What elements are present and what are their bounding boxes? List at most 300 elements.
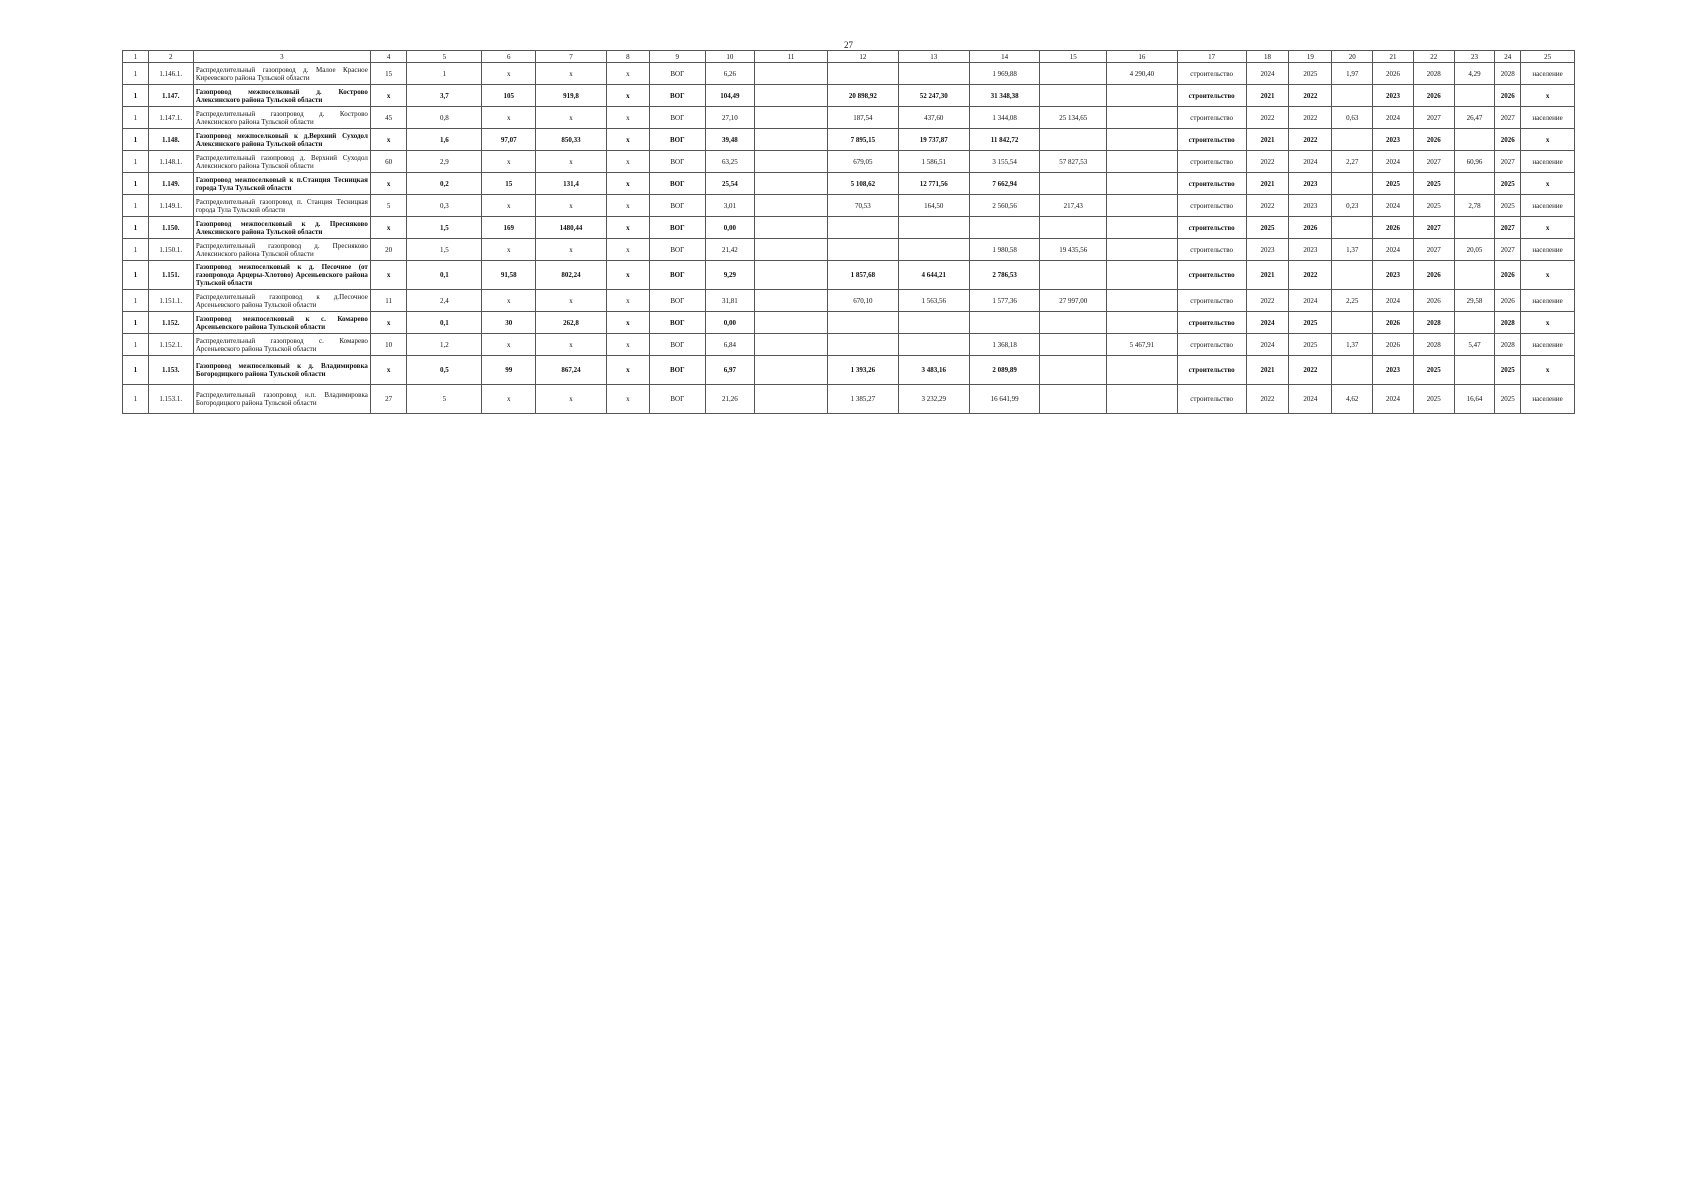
table-cell: 2021 xyxy=(1246,129,1289,151)
table-cell: 2024 xyxy=(1373,195,1414,217)
table-cell: x xyxy=(482,239,536,261)
table-cell: 1,5 xyxy=(407,217,482,239)
table-cell: 1 368,18 xyxy=(969,334,1040,356)
table-cell xyxy=(755,261,828,290)
table-cell: 2028 xyxy=(1495,63,1521,85)
table-cell: 25,54 xyxy=(705,173,754,195)
table-cell: 2025 xyxy=(1413,173,1454,195)
column-header: 10 xyxy=(705,51,754,63)
table-cell: x xyxy=(606,85,649,107)
table-cell: 2026 xyxy=(1373,334,1414,356)
table-cell: 2025 xyxy=(1246,217,1289,239)
table-cell: 10 xyxy=(370,334,406,356)
table-cell: 867,24 xyxy=(536,356,607,385)
table-cell xyxy=(1454,129,1495,151)
table-cell: 1.150.1. xyxy=(148,239,193,261)
table-cell: население xyxy=(1521,195,1575,217)
object-name-cell: Газопровод межпоселковый к д. Пресняково Алексинского района Тульской области xyxy=(193,217,370,239)
table-cell: 21,42 xyxy=(705,239,754,261)
table-cell: 4,29 xyxy=(1454,63,1495,85)
table-cell xyxy=(1332,356,1373,385)
table-cell: 802,24 xyxy=(536,261,607,290)
table-cell: 3 232,29 xyxy=(898,385,969,414)
table-cell xyxy=(755,151,828,173)
table-cell: x xyxy=(1521,217,1575,239)
table-cell: 2025 xyxy=(1495,173,1521,195)
table-cell: 2023 xyxy=(1373,261,1414,290)
table-cell: 1 xyxy=(123,195,149,217)
table-cell: 2,27 xyxy=(1332,151,1373,173)
table-cell: x xyxy=(370,312,406,334)
table-cell: 2023 xyxy=(1373,129,1414,151)
table-cell: x xyxy=(606,107,649,129)
table-cell: x xyxy=(370,217,406,239)
table-cell: 1,37 xyxy=(1332,239,1373,261)
table-cell: 262,8 xyxy=(536,312,607,334)
table-row xyxy=(123,334,1575,356)
table-cell xyxy=(755,334,828,356)
column-header: 18 xyxy=(1246,51,1289,63)
table-cell: 2023 xyxy=(1246,239,1289,261)
table-cell xyxy=(1040,217,1107,239)
table-cell: 4 290,40 xyxy=(1107,63,1178,85)
table-cell: 2024 xyxy=(1373,385,1414,414)
table-cell: 2025 xyxy=(1413,356,1454,385)
table-cell: 2026 xyxy=(1373,63,1414,85)
table-cell: 1.150. xyxy=(148,217,193,239)
table-cell: 2025 xyxy=(1289,63,1332,85)
table-cell: 0,8 xyxy=(407,107,482,129)
table-cell: x xyxy=(1521,85,1575,107)
table-cell: 2024 xyxy=(1373,151,1414,173)
object-name-cell: Газопровод межпоселковый к д.Верхний Суходол Алексинского района Тульской области xyxy=(193,129,370,151)
table-cell: 1 xyxy=(123,290,149,312)
column-header: 19 xyxy=(1289,51,1332,63)
table-cell: 30 xyxy=(482,312,536,334)
table-cell: x xyxy=(606,195,649,217)
table-cell: 1 xyxy=(123,217,149,239)
table-cell: строительство xyxy=(1177,261,1246,290)
table-cell: 5 xyxy=(370,195,406,217)
table-cell: x xyxy=(606,173,649,195)
table-cell: 27 997,00 xyxy=(1040,290,1107,312)
table-cell: 2023 xyxy=(1373,85,1414,107)
table-cell: 2026 xyxy=(1413,129,1454,151)
column-header: 14 xyxy=(969,51,1040,63)
column-header: 11 xyxy=(755,51,828,63)
table-cell: x xyxy=(1521,312,1575,334)
table-cell: 2028 xyxy=(1413,63,1454,85)
table-cell: x xyxy=(370,261,406,290)
table-cell: x xyxy=(482,385,536,414)
table-row xyxy=(123,63,1575,85)
table-cell: 27 xyxy=(370,385,406,414)
table-cell: 2022 xyxy=(1246,107,1289,129)
table-cell: 31,81 xyxy=(705,290,754,312)
table-cell: ВОГ xyxy=(649,63,705,85)
column-header: 2 xyxy=(148,51,193,63)
table-cell: 2,78 xyxy=(1454,195,1495,217)
table-cell xyxy=(898,334,969,356)
table-cell xyxy=(1040,385,1107,414)
table-cell: 11 842,72 xyxy=(969,129,1040,151)
table-cell: 2022 xyxy=(1289,129,1332,151)
table-cell: 1 393,26 xyxy=(828,356,899,385)
table-cell xyxy=(969,217,1040,239)
table-cell: 2027 xyxy=(1495,151,1521,173)
table-cell: x xyxy=(536,385,607,414)
table-cell: 1 xyxy=(123,173,149,195)
table-cell xyxy=(1107,151,1178,173)
table-cell xyxy=(1107,385,1178,414)
table-cell: 7 895,15 xyxy=(828,129,899,151)
column-header: 16 xyxy=(1107,51,1178,63)
table-cell: 1 385,27 xyxy=(828,385,899,414)
table-cell: 670,10 xyxy=(828,290,899,312)
table-cell: 6,97 xyxy=(705,356,754,385)
table-cell: 0,1 xyxy=(407,261,482,290)
table-cell xyxy=(1040,129,1107,151)
table-cell: ВОГ xyxy=(649,107,705,129)
table-cell: 2024 xyxy=(1289,385,1332,414)
table-cell: 3,7 xyxy=(407,85,482,107)
table-cell: 0,3 xyxy=(407,195,482,217)
table-cell: строительство xyxy=(1177,312,1246,334)
table-cell: x xyxy=(536,334,607,356)
table-cell xyxy=(828,63,899,85)
table-cell xyxy=(828,239,899,261)
table-cell: 1.148. xyxy=(148,129,193,151)
table-cell: население xyxy=(1521,239,1575,261)
table-cell: население xyxy=(1521,334,1575,356)
object-name-cell: Распределительный газопровод д. Верхний Суходол Алексинского района Тульской области xyxy=(193,151,370,173)
table-cell: 39,48 xyxy=(705,129,754,151)
table-row xyxy=(123,85,1575,107)
column-header: 17 xyxy=(1177,51,1246,63)
table-cell: 0,5 xyxy=(407,356,482,385)
table-cell: 5,47 xyxy=(1454,334,1495,356)
table-cell: строительство xyxy=(1177,85,1246,107)
table-cell xyxy=(1107,129,1178,151)
table-cell: 2026 xyxy=(1495,85,1521,107)
table-cell: 2026 xyxy=(1289,217,1332,239)
object-name-cell: Газопровод межпоселковый к с. Комарево Арсеньевского района Тульской области xyxy=(193,312,370,334)
table-cell: 2026 xyxy=(1373,217,1414,239)
column-header: 22 xyxy=(1413,51,1454,63)
table-cell: 105 xyxy=(482,85,536,107)
table-cell: 1.147.1. xyxy=(148,107,193,129)
table-cell xyxy=(755,239,828,261)
table-cell: 2022 xyxy=(1246,290,1289,312)
table-cell: 1.147. xyxy=(148,85,193,107)
table-cell: 0,23 xyxy=(1332,195,1373,217)
table-cell: 1.152.1. xyxy=(148,334,193,356)
table-cell: 6,84 xyxy=(705,334,754,356)
table-cell: 0,00 xyxy=(705,217,754,239)
table-cell: 19 435,56 xyxy=(1040,239,1107,261)
table-cell: 0,00 xyxy=(705,312,754,334)
table-cell: 2,4 xyxy=(407,290,482,312)
table-cell: 1,37 xyxy=(1332,334,1373,356)
table-row xyxy=(123,290,1575,312)
object-name-cell: Распределительный газопровод д. Пресняково Алексинского района Тульской области xyxy=(193,239,370,261)
table-cell xyxy=(1107,107,1178,129)
table-cell: 0,1 xyxy=(407,312,482,334)
table-row xyxy=(123,195,1575,217)
table-cell: строительство xyxy=(1177,356,1246,385)
table-cell xyxy=(898,63,969,85)
table-cell: 5 467,91 xyxy=(1107,334,1178,356)
column-header: 9 xyxy=(649,51,705,63)
table-cell: 31 348,38 xyxy=(969,85,1040,107)
table-cell xyxy=(828,217,899,239)
column-header: 7 xyxy=(536,51,607,63)
table-cell: 1480,44 xyxy=(536,217,607,239)
table-row xyxy=(123,261,1575,290)
table-cell: x xyxy=(536,151,607,173)
table-cell: 4,62 xyxy=(1332,385,1373,414)
table-cell: x xyxy=(536,290,607,312)
table-cell: 1 577,36 xyxy=(969,290,1040,312)
table-cell: строительство xyxy=(1177,290,1246,312)
table-cell xyxy=(755,356,828,385)
table-cell: строительство xyxy=(1177,173,1246,195)
table-cell: 2022 xyxy=(1246,385,1289,414)
table-cell: x xyxy=(606,334,649,356)
table-cell: 3 155,54 xyxy=(969,151,1040,173)
table-cell xyxy=(828,334,899,356)
table-cell: 70,53 xyxy=(828,195,899,217)
table-cell: x xyxy=(606,217,649,239)
table-cell xyxy=(1332,129,1373,151)
table-cell: 6,26 xyxy=(705,63,754,85)
table-cell: 1,6 xyxy=(407,129,482,151)
table-row xyxy=(123,217,1575,239)
object-name-cell: Распределительный газопровод п. Станция Тесницкая города Тула Тульской области xyxy=(193,195,370,217)
table-cell: 1 xyxy=(123,151,149,173)
table-cell: 2027 xyxy=(1413,217,1454,239)
table-cell xyxy=(755,85,828,107)
table-row xyxy=(123,356,1575,385)
table-row xyxy=(123,107,1575,129)
table-cell: x xyxy=(606,290,649,312)
table-cell xyxy=(755,63,828,85)
table-cell xyxy=(755,107,828,129)
table-cell: 1 586,51 xyxy=(898,151,969,173)
table-row xyxy=(123,385,1575,414)
table-cell: x xyxy=(606,63,649,85)
column-header: 25 xyxy=(1521,51,1575,63)
object-name-cell: Газопровод межпоселковый к п.Станция Тесницкая города Тула Тульской области xyxy=(193,173,370,195)
table-cell: 2028 xyxy=(1495,334,1521,356)
table-cell: 104,49 xyxy=(705,85,754,107)
table-cell: 1 563,56 xyxy=(898,290,969,312)
table-cell: 2024 xyxy=(1373,290,1414,312)
table-cell: 60 xyxy=(370,151,406,173)
table-cell: x xyxy=(370,173,406,195)
table-cell: 97,07 xyxy=(482,129,536,151)
table-cell xyxy=(1107,261,1178,290)
table-cell xyxy=(1454,356,1495,385)
table-cell: 16 641,99 xyxy=(969,385,1040,414)
table-cell: 2025 xyxy=(1495,385,1521,414)
table-cell: 1 xyxy=(123,63,149,85)
table-cell: 25 134,65 xyxy=(1040,107,1107,129)
table-cell: x xyxy=(1521,356,1575,385)
table-cell: 27,10 xyxy=(705,107,754,129)
table-cell: 2022 xyxy=(1246,151,1289,173)
table-cell: 20,05 xyxy=(1454,239,1495,261)
column-header: 12 xyxy=(828,51,899,63)
table-cell: 1 xyxy=(123,334,149,356)
table-cell: 1.152. xyxy=(148,312,193,334)
table-cell: 2026 xyxy=(1413,290,1454,312)
table-cell: 2025 xyxy=(1289,334,1332,356)
table-cell: 2024 xyxy=(1246,63,1289,85)
table-cell: x xyxy=(370,85,406,107)
table-cell: 3 483,16 xyxy=(898,356,969,385)
table-cell: x xyxy=(606,356,649,385)
table-cell: 131,4 xyxy=(536,173,607,195)
table-cell xyxy=(828,312,899,334)
table-cell xyxy=(1454,217,1495,239)
table-cell xyxy=(1332,173,1373,195)
object-name-cell: Газопровод межпоселковый к д. Песочное (от газопровода Арцеры-Хлотово) Арсеньевского района Тульской области xyxy=(193,261,370,290)
table-cell xyxy=(1332,261,1373,290)
table-cell: 2028 xyxy=(1413,334,1454,356)
table-cell: ВОГ xyxy=(649,129,705,151)
table-cell xyxy=(1454,173,1495,195)
table-cell xyxy=(755,195,828,217)
table-cell: 20 898,92 xyxy=(828,85,899,107)
table-cell: строительство xyxy=(1177,217,1246,239)
table-cell: ВОГ xyxy=(649,385,705,414)
table-cell: строительство xyxy=(1177,107,1246,129)
column-header: 8 xyxy=(606,51,649,63)
table-cell: 2023 xyxy=(1289,173,1332,195)
table-cell: строительство xyxy=(1177,334,1246,356)
table-cell: 1,97 xyxy=(1332,63,1373,85)
table-cell: 1,5 xyxy=(407,239,482,261)
table-cell: x xyxy=(606,129,649,151)
object-name-cell: Газопровод межпоселковый д. Кострово Алексинского района Тульской области xyxy=(193,85,370,107)
table-cell xyxy=(755,312,828,334)
table-cell: 2024 xyxy=(1246,334,1289,356)
table-cell: 1 969,88 xyxy=(969,63,1040,85)
table-cell: 2025 xyxy=(1495,195,1521,217)
table-cell: 15 xyxy=(482,173,536,195)
table-cell: x xyxy=(606,385,649,414)
table-cell: 2021 xyxy=(1246,356,1289,385)
table-cell: ВОГ xyxy=(649,85,705,107)
table-cell: 19 737,87 xyxy=(898,129,969,151)
table-cell: 1 xyxy=(123,312,149,334)
table-cell: ВОГ xyxy=(649,173,705,195)
table-cell xyxy=(1332,217,1373,239)
table-cell: x xyxy=(1521,129,1575,151)
column-header: 13 xyxy=(898,51,969,63)
object-name-cell: Распределительный газопровод н.п. Владимировка Богородицкого района Тульской области xyxy=(193,385,370,414)
table-cell: x xyxy=(482,63,536,85)
table-cell: ВОГ xyxy=(649,217,705,239)
table-cell: 11 xyxy=(370,290,406,312)
table-cell xyxy=(1040,173,1107,195)
table-cell: x xyxy=(482,107,536,129)
table-cell: 1 344,08 xyxy=(969,107,1040,129)
table-cell: 9,29 xyxy=(705,261,754,290)
table-cell: 2022 xyxy=(1289,107,1332,129)
table-cell: 2027 xyxy=(1495,217,1521,239)
table-cell: 1.151.1. xyxy=(148,290,193,312)
table-cell: 0,63 xyxy=(1332,107,1373,129)
table-cell: 5 108,62 xyxy=(828,173,899,195)
table-cell xyxy=(1040,63,1107,85)
table-cell: ВОГ xyxy=(649,356,705,385)
table-cell: x xyxy=(536,107,607,129)
table-cell xyxy=(969,312,1040,334)
table-cell: ВОГ xyxy=(649,312,705,334)
table-cell: 3,01 xyxy=(705,195,754,217)
table-cell: 63,25 xyxy=(705,151,754,173)
table-cell: 437,60 xyxy=(898,107,969,129)
table-cell: 2026 xyxy=(1413,85,1454,107)
table-cell xyxy=(1107,312,1178,334)
table-cell: 2026 xyxy=(1373,312,1414,334)
table-cell: 2022 xyxy=(1246,195,1289,217)
table-cell: 1 xyxy=(123,107,149,129)
table-cell: 164,50 xyxy=(898,195,969,217)
table-cell: 2022 xyxy=(1289,261,1332,290)
table-cell xyxy=(1040,356,1107,385)
table-cell: население xyxy=(1521,107,1575,129)
gas-pipeline-table xyxy=(122,50,1575,414)
page-number: 27 xyxy=(844,40,853,50)
table-cell: 2027 xyxy=(1413,151,1454,173)
table-cell: x xyxy=(1521,261,1575,290)
table-cell: 2028 xyxy=(1495,312,1521,334)
table-cell: строительство xyxy=(1177,151,1246,173)
table-cell xyxy=(898,312,969,334)
column-header: 3 xyxy=(193,51,370,63)
table-cell: 4 644,21 xyxy=(898,261,969,290)
table-cell: 45 xyxy=(370,107,406,129)
table-cell: 2026 xyxy=(1495,261,1521,290)
table-cell: 2025 xyxy=(1413,385,1454,414)
table-cell: 1.149.1. xyxy=(148,195,193,217)
table-cell: 1 xyxy=(407,63,482,85)
column-header: 24 xyxy=(1495,51,1521,63)
table-cell: 2025 xyxy=(1289,312,1332,334)
table-cell: x xyxy=(536,63,607,85)
table-cell: 1,2 xyxy=(407,334,482,356)
table-cell: 91,58 xyxy=(482,261,536,290)
object-name-cell: Распределительный газопровод с. Комарево Арсеньевского района Тульской области xyxy=(193,334,370,356)
table-cell: ВОГ xyxy=(649,334,705,356)
table-cell: население xyxy=(1521,63,1575,85)
table-cell: 12 771,56 xyxy=(898,173,969,195)
table-cell: x xyxy=(536,239,607,261)
table-cell: население xyxy=(1521,385,1575,414)
table-cell: ВОГ xyxy=(649,151,705,173)
table-cell: x xyxy=(370,129,406,151)
column-header: 15 xyxy=(1040,51,1107,63)
object-name-cell: Распределительный газопровод д. Малое Красное Киреевского района Тульской области xyxy=(193,63,370,85)
table-cell: 26,47 xyxy=(1454,107,1495,129)
table-cell xyxy=(755,290,828,312)
column-header: 5 xyxy=(407,51,482,63)
table-cell: x xyxy=(370,356,406,385)
column-number-row xyxy=(123,51,1575,63)
